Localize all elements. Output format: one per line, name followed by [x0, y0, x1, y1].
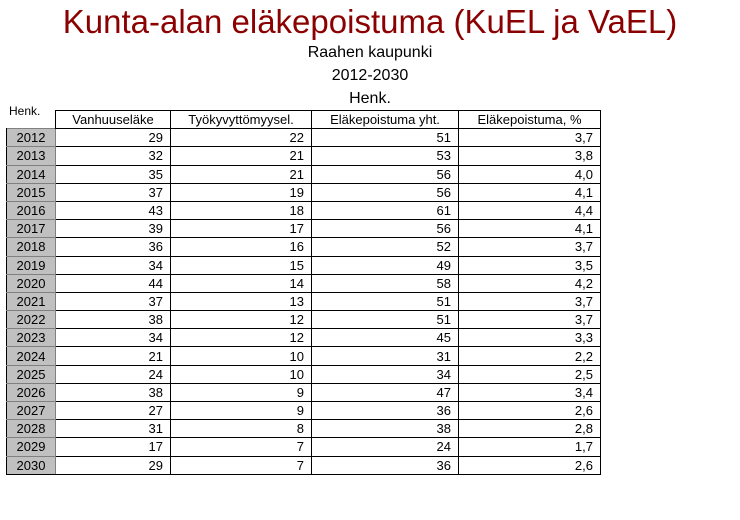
elakepoistuma-yht-cell: 38	[312, 420, 459, 438]
year-cell: 2021	[7, 292, 56, 310]
elakepoistuma-pct-cell: 4,1	[459, 220, 601, 238]
table-row	[7, 456, 601, 474]
year-cell: 2025	[7, 365, 56, 383]
vanhuuselake-cell: 21	[56, 347, 171, 365]
elakepoistuma-pct-cell: 2,6	[459, 402, 601, 420]
table-body	[7, 129, 601, 475]
elakepoistuma-pct-cell: 3,7	[459, 238, 601, 256]
elakepoistuma-yht-cell: 36	[312, 456, 459, 474]
table-row	[7, 292, 601, 310]
elakepoistuma-pct-cell: 3,5	[459, 256, 601, 274]
table-header-row	[7, 111, 601, 129]
subtitle-period: 2012-2030	[331, 67, 409, 84]
tyokyvyttomyysel-cell: 16	[171, 238, 312, 256]
tyokyvyttomyysel-cell: 21	[171, 165, 312, 183]
year-cell: 2014	[7, 165, 56, 183]
tyokyvyttomyysel-cell: 10	[171, 365, 312, 383]
elakepoistuma-yht-cell: 56	[312, 220, 459, 238]
vanhuuselake-cell: 39	[56, 220, 171, 238]
vanhuuselake-cell: 29	[56, 129, 171, 147]
year-cell: 2023	[7, 329, 56, 347]
tyokyvyttomyysel-cell: 19	[171, 183, 312, 201]
tyokyvyttomyysel-cell: 21	[171, 147, 312, 165]
year-cell: 2012	[7, 129, 56, 147]
elakepoistuma-yht-cell: 51	[312, 129, 459, 147]
year-cell: 2026	[7, 383, 56, 401]
elakepoistuma-yht-cell: 61	[312, 201, 459, 219]
year-cell: 2017	[7, 220, 56, 238]
vanhuuselake-cell: 34	[56, 256, 171, 274]
elakepoistuma-pct-cell: 3,3	[459, 329, 601, 347]
year-cell: 2020	[7, 274, 56, 292]
table-row	[7, 365, 601, 383]
year-cell: 2028	[7, 420, 56, 438]
table-row	[7, 402, 601, 420]
elakepoistuma-pct-cell: 2,2	[459, 347, 601, 365]
table-row	[7, 311, 601, 329]
tyokyvyttomyysel-cell: 17	[171, 220, 312, 238]
tyokyvyttomyysel-cell: 12	[171, 311, 312, 329]
table-row	[7, 438, 601, 456]
header-tyokyvyttomyysel: Työkyvyttömyysel.	[171, 111, 312, 129]
elakepoistuma-pct-cell: 4,2	[459, 274, 601, 292]
elakepoistuma-yht-cell: 56	[312, 165, 459, 183]
pension-table	[6, 110, 601, 475]
table-row	[7, 274, 601, 292]
table-row	[7, 201, 601, 219]
subtitle-municipality: Raahen kaupunki	[307, 44, 433, 61]
tyokyvyttomyysel-cell: 18	[171, 201, 312, 219]
elakepoistuma-pct-cell: 2,8	[459, 420, 601, 438]
subtitle-unit: Henk.	[349, 90, 391, 107]
elakepoistuma-yht-cell: 45	[312, 329, 459, 347]
table-row	[7, 420, 601, 438]
elakepoistuma-pct-cell: 2,5	[459, 365, 601, 383]
corner-unit-label: Henk.	[9, 104, 41, 118]
elakepoistuma-yht-cell: 31	[312, 347, 459, 365]
year-cell: 2027	[7, 402, 56, 420]
year-cell: 2016	[7, 201, 56, 219]
elakepoistuma-yht-cell: 34	[312, 365, 459, 383]
table-row	[7, 165, 601, 183]
tyokyvyttomyysel-cell: 13	[171, 292, 312, 310]
table-row	[7, 220, 601, 238]
header-blank	[7, 111, 56, 129]
elakepoistuma-yht-cell: 58	[312, 274, 459, 292]
elakepoistuma-yht-cell: 51	[312, 292, 459, 310]
elakepoistuma-pct-cell: 3,8	[459, 147, 601, 165]
header-vanhuuselake: Vanhuuseläke	[56, 111, 171, 129]
vanhuuselake-cell: 36	[56, 238, 171, 256]
vanhuuselake-cell: 38	[56, 311, 171, 329]
elakepoistuma-pct-cell: 3,7	[459, 292, 601, 310]
vanhuuselake-cell: 32	[56, 147, 171, 165]
elakepoistuma-yht-cell: 51	[312, 311, 459, 329]
vanhuuselake-cell: 34	[56, 329, 171, 347]
tyokyvyttomyysel-cell: 9	[171, 383, 312, 401]
table-row	[7, 383, 601, 401]
vanhuuselake-cell: 24	[56, 365, 171, 383]
vanhuuselake-cell: 37	[56, 292, 171, 310]
tyokyvyttomyysel-cell: 9	[171, 402, 312, 420]
header-elakepoistuma-pct: Eläkepoistuma, %	[459, 111, 601, 129]
page-title: Kunta-alan eläkepoistuma (KuEL ja VaEL)	[62, 3, 678, 40]
tyokyvyttomyysel-cell: 10	[171, 347, 312, 365]
elakepoistuma-pct-cell: 4,4	[459, 201, 601, 219]
tyokyvyttomyysel-cell: 7	[171, 438, 312, 456]
elakepoistuma-yht-cell: 47	[312, 383, 459, 401]
tyokyvyttomyysel-cell: 8	[171, 420, 312, 438]
table-row	[7, 329, 601, 347]
table-row	[7, 147, 601, 165]
vanhuuselake-cell: 17	[56, 438, 171, 456]
year-cell: 2019	[7, 256, 56, 274]
table-row	[7, 256, 601, 274]
table-row	[7, 129, 601, 147]
year-cell: 2024	[7, 347, 56, 365]
vanhuuselake-cell: 43	[56, 201, 171, 219]
vanhuuselake-cell: 29	[56, 456, 171, 474]
vanhuuselake-cell: 27	[56, 402, 171, 420]
tyokyvyttomyysel-cell: 22	[171, 129, 312, 147]
elakepoistuma-pct-cell: 4,0	[459, 165, 601, 183]
year-cell: 2015	[7, 183, 56, 201]
elakepoistuma-yht-cell: 24	[312, 438, 459, 456]
elakepoistuma-yht-cell: 53	[312, 147, 459, 165]
elakepoistuma-pct-cell: 3,7	[459, 311, 601, 329]
tyokyvyttomyysel-cell: 12	[171, 329, 312, 347]
year-cell: 2029	[7, 438, 56, 456]
year-cell: 2022	[7, 311, 56, 329]
table-row	[7, 347, 601, 365]
vanhuuselake-cell: 31	[56, 420, 171, 438]
elakepoistuma-yht-cell: 49	[312, 256, 459, 274]
header-elakepoistuma-yht: Eläkepoistuma yht.	[312, 111, 459, 129]
elakepoistuma-yht-cell: 52	[312, 238, 459, 256]
vanhuuselake-cell: 35	[56, 165, 171, 183]
table-row	[7, 238, 601, 256]
vanhuuselake-cell: 38	[56, 383, 171, 401]
tyokyvyttomyysel-cell: 14	[171, 274, 312, 292]
tyokyvyttomyysel-cell: 15	[171, 256, 312, 274]
elakepoistuma-pct-cell: 1,7	[459, 438, 601, 456]
table-row	[7, 183, 601, 201]
elakepoistuma-pct-cell: 4,1	[459, 183, 601, 201]
year-cell: 2018	[7, 238, 56, 256]
elakepoistuma-pct-cell: 3,7	[459, 129, 601, 147]
tyokyvyttomyysel-cell: 7	[171, 456, 312, 474]
year-cell: 2030	[7, 456, 56, 474]
vanhuuselake-cell: 44	[56, 274, 171, 292]
vanhuuselake-cell: 37	[56, 183, 171, 201]
year-cell: 2013	[7, 147, 56, 165]
elakepoistuma-yht-cell: 36	[312, 402, 459, 420]
elakepoistuma-pct-cell: 2,6	[459, 456, 601, 474]
elakepoistuma-pct-cell: 3,4	[459, 383, 601, 401]
elakepoistuma-yht-cell: 56	[312, 183, 459, 201]
